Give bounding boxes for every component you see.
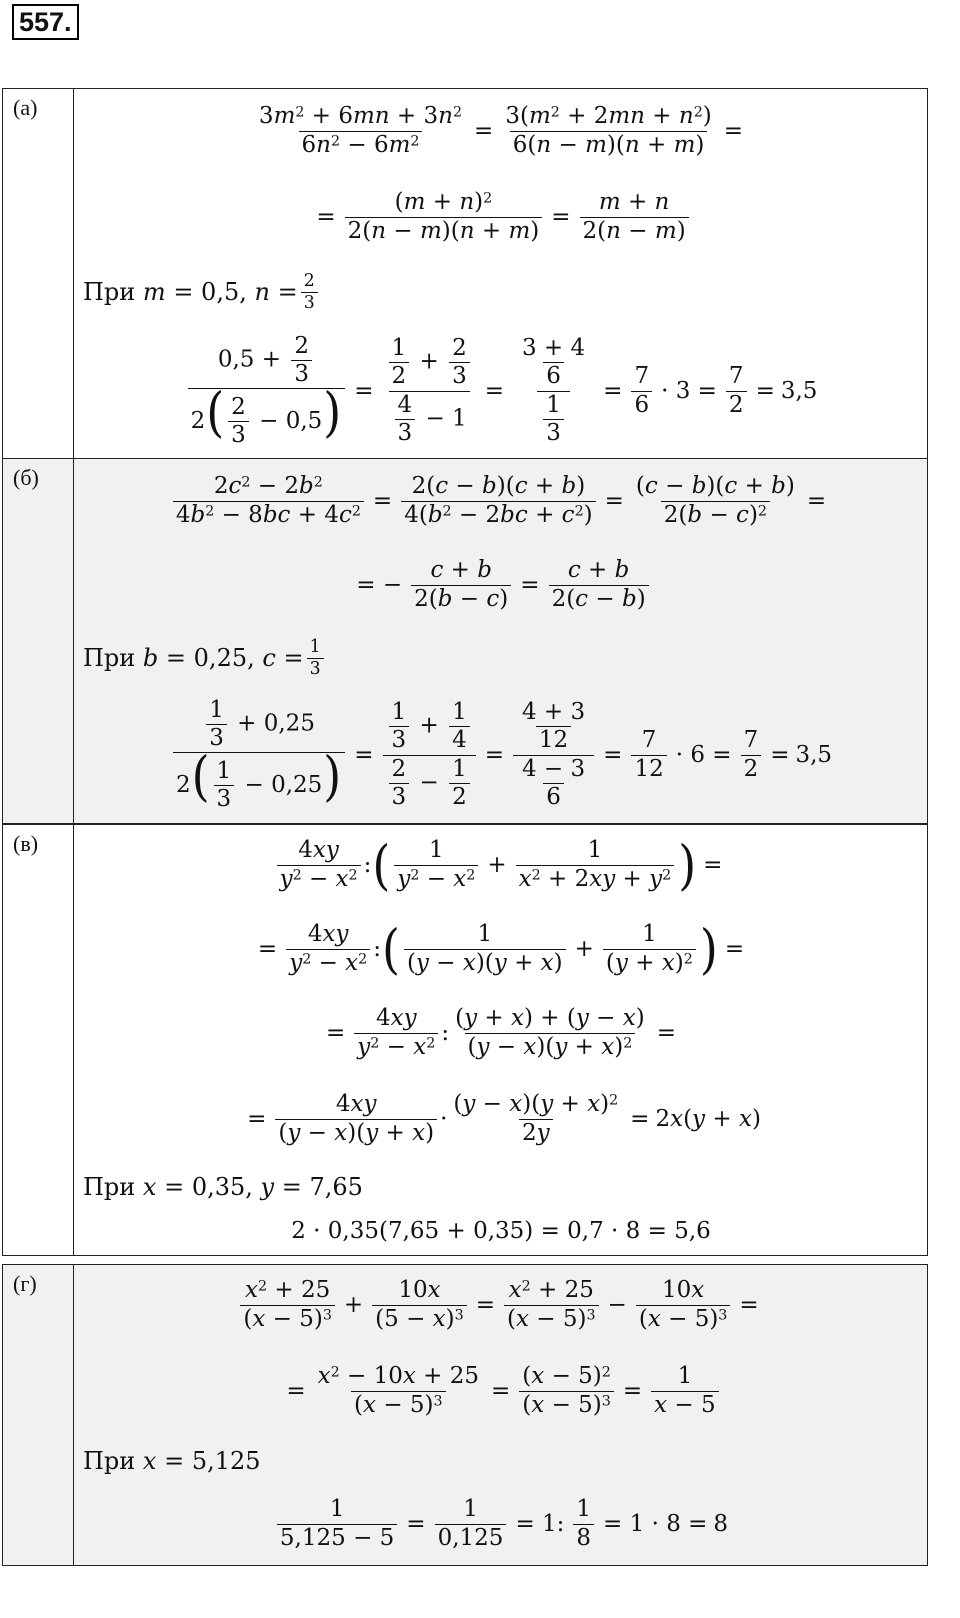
column-divider xyxy=(73,1265,74,1565)
result-b: 3,5 xyxy=(795,742,833,768)
column-divider xyxy=(73,825,74,1255)
result-a: 3,5 xyxy=(780,378,818,404)
column-divider xyxy=(73,89,74,459)
result-line-v: 2 · 0,35(7,65 + 0,35) = 0,7 · 8 = 5,6 xyxy=(291,1218,711,1244)
formula-line-a1: $\frac{3m^2 + 6mn + 3n^2}{6n^2 - 6m^2}$ = $\frac{3(m^2 + 2mn + n^2)}{6(n - m)(n + m)}$ = xyxy=(258,103,744,158)
formula-line-a3: 0,5 + $\frac{2}{3}$ 2( $\frac{2}{3}$ − 0,5) = $\frac{1}{2}$ + $\frac{2}{3}$ $\frac{4}{3}$ − 1 = $\frac{\frac{3 + 4}{6}}{\frac{1}{3}}$ = $\frac{7}{6}$ · 3 = $\frac{7}{2}$ = 3,5 xyxy=(75,325,927,457)
section-label-g: (г) xyxy=(13,1271,37,1296)
condition-g: При x = 5,125 xyxy=(83,1447,261,1475)
formula-line-v2: = $\frac{4xy}{y^2 - x^2}$ : ( 1 (y − x)(y + x) + $\frac{1}{(y + x)^2}$ ) = xyxy=(257,917,745,981)
section-a xyxy=(2,88,928,460)
formula-line-a2: = $\frac{(m + n)^2}{2(n - m)(n + m)}$ = $\frac{m + n}{2(n - m)}$ xyxy=(75,181,927,253)
formula-line-v1: 4xy $y^2 - x^2$ : ( 1 $y^2 - x^2$ + $\frac{1}{x^2 + 2xy + y^2}$ ) = xyxy=(75,829,927,901)
result-g: 8 xyxy=(713,1511,729,1537)
section-b xyxy=(2,458,928,824)
section-v xyxy=(2,824,928,1256)
formula-line-b3: $\frac{1}{3}$ + 0,25 2( $\frac{1}{3}$ − 0,25) = $\frac{1}{3}$ + $\frac{1}{4}$ $\frac{2}{3}$ − $\frac{1}{2}$ = $\frac{\frac{4 + 3}{12}}{\frac{4 - 3}{6}}$ = $\frac{7}{12}$ · 6 = $\frac{7}{2}$ = 3,5 xyxy=(75,689,927,821)
condition-b: При b = 0,25, c = $\frac{1}{3}$ xyxy=(83,631,927,685)
formula-line-g1: $x^2 + 25$ $(x - 5)^3$ + $\frac{10x}{(5 - x)^3}$ = $\frac{x^2 + 25}{(x - 5)^3}$ − $\frac{10x}{(x - 5)^3}$ = xyxy=(75,1269,927,1341)
section-g xyxy=(2,1264,928,1566)
formula-line-v5 xyxy=(75,1211,927,1251)
formula-line-v4: = $\frac{4xy}{(y - x)(y + x)}$ · $\frac{(y - x)(y + x)^2}{2y}$ = 2x(y + x) xyxy=(247,1091,761,1146)
section-label-a: (а) xyxy=(13,95,38,120)
formula-line-g3: $\frac{1}{5,125 - 5}$ = $\frac{1}{0,125}$ = 1: $\frac{1}{8}$ = 1 · 8 = 8 xyxy=(75,1487,927,1561)
formula-line-v3: = $\frac{4xy}{y^2 - x^2}$ : $\frac{(y + x) + (y - x)}{(y - x)(y + x)^2}$ = xyxy=(326,1005,676,1060)
formula-line-g2: = $\frac{x^2 - 10x + 25}{(x - 5)^3}$ = $\frac{(x - 5)^2}{(x - 5)^3}$ = $\frac{1}{x - 5}$ xyxy=(75,1355,927,1427)
problem-number: 557. xyxy=(12,4,79,40)
section-label-b: (б) xyxy=(13,465,39,490)
condition-v: При x = 0,35, y = 7,65 xyxy=(83,1173,363,1201)
section-label-v: (в) xyxy=(13,831,39,856)
formula-line-b1: $\frac{2c^2 - 2b^2}{4b^2 - 8bc + 4c^2}$ = $\frac{2(c - b)(c + b)}{4(b^2 - 2bc + c^2)}$ = $\frac{(c - b)(c + b)}{2(b - c)^2}$ = xyxy=(75,465,927,537)
column-divider xyxy=(73,459,74,823)
formula-line-b2: = − $\frac{c + b}{2(b - c)}$ = $\frac{c + b}{2(c - b)}$ xyxy=(75,549,927,621)
condition-a: При m = 0,5, n = $\frac{2}{3}$ xyxy=(83,265,927,319)
